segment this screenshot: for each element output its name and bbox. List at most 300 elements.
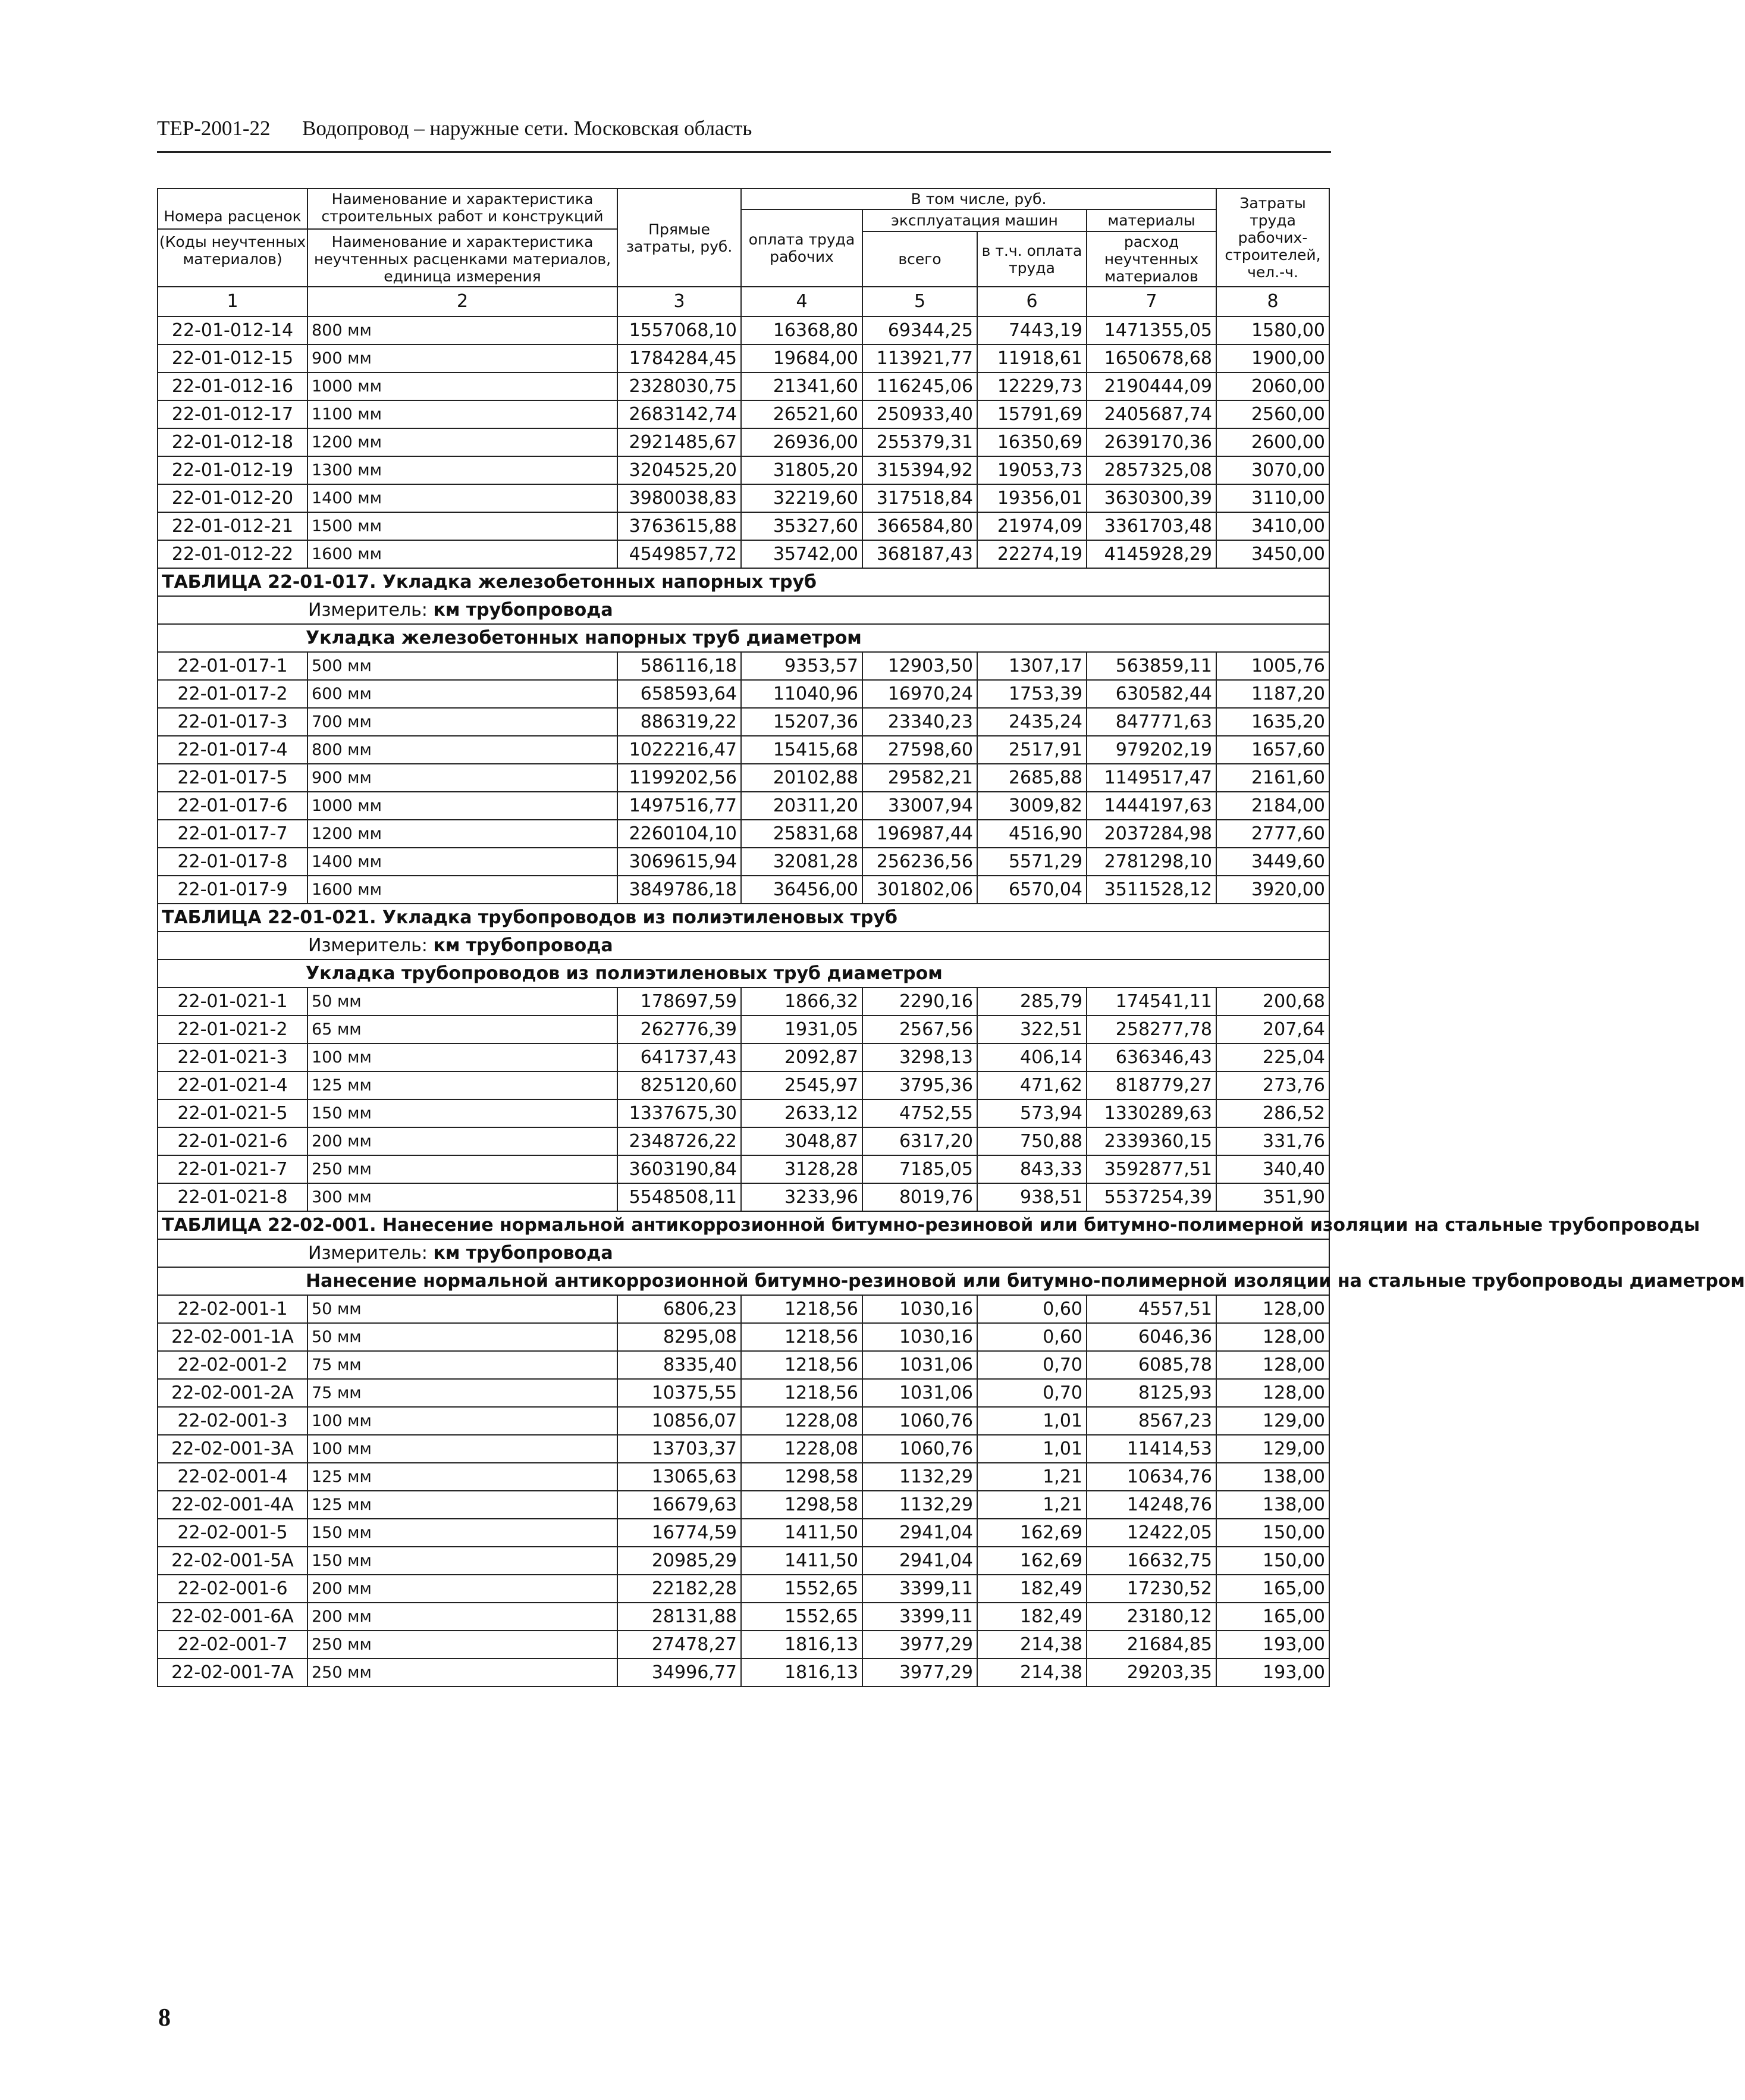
direct-costs-cell: 5548508,11 bbox=[617, 1183, 741, 1211]
machines-total-cell: 8019,76 bbox=[862, 1183, 977, 1211]
table-row bbox=[158, 1379, 1329, 1407]
materials-cell: 636346,43 bbox=[1087, 1043, 1216, 1071]
labor-cell: 193,00 bbox=[1216, 1631, 1329, 1659]
direct-costs-cell: 658593,64 bbox=[617, 680, 741, 708]
direct-costs-cell: 28131,88 bbox=[617, 1603, 741, 1631]
machines-wages-cell: 4516,90 bbox=[977, 820, 1087, 848]
wages-cell: 20311,20 bbox=[741, 792, 862, 820]
labor-cell: 138,00 bbox=[1216, 1491, 1329, 1519]
table-title: ТАБЛИЦА 22-02-001. Нанесение нормальной антикоррозионной битумно-резиновой или битумно-полимерной изоляции на стальные трубопроводы bbox=[158, 1211, 1329, 1239]
machines-total-cell: 1031,06 bbox=[862, 1379, 977, 1407]
wages-cell: 15415,68 bbox=[741, 736, 862, 764]
labor-cell: 3070,00 bbox=[1216, 456, 1329, 484]
direct-costs-cell: 3849786,18 bbox=[617, 876, 741, 904]
machines-wages-cell: 2517,91 bbox=[977, 736, 1087, 764]
page-number: 8 bbox=[158, 2004, 171, 2032]
rate-code-cell: 22-01-012-17 bbox=[158, 400, 307, 428]
direct-costs-cell: 3069615,94 bbox=[617, 848, 741, 876]
materials-cell: 2781298,10 bbox=[1087, 848, 1216, 876]
table-row bbox=[158, 1043, 1329, 1071]
item-name-cell: 600 мм bbox=[307, 680, 617, 708]
wages-cell: 3048,87 bbox=[741, 1127, 862, 1155]
labor-cell: 2161,60 bbox=[1216, 764, 1329, 792]
machines-total-cell: 1030,16 bbox=[862, 1323, 977, 1351]
machines-wages-cell: 162,69 bbox=[977, 1519, 1087, 1547]
table-row bbox=[158, 792, 1329, 820]
wages-cell: 26521,60 bbox=[741, 400, 862, 428]
materials-cell: 6046,36 bbox=[1087, 1323, 1216, 1351]
wages-cell: 11040,96 bbox=[741, 680, 862, 708]
table-row bbox=[158, 1575, 1329, 1603]
machines-total-cell: 250933,40 bbox=[862, 400, 977, 428]
table-subtitle: Укладка трубопроводов из полиэтиленовых труб диаметром bbox=[158, 960, 1329, 988]
direct-costs-cell: 1784284,45 bbox=[617, 344, 741, 372]
direct-costs-cell: 27478,27 bbox=[617, 1631, 741, 1659]
rate-code-cell: 22-01-012-21 bbox=[158, 512, 307, 540]
rate-code-cell: 22-01-012-18 bbox=[158, 428, 307, 456]
machines-total-cell: 3298,13 bbox=[862, 1043, 977, 1071]
table-subtitle: Укладка железобетонных напорных труб диаметром bbox=[158, 624, 1329, 652]
materials-cell: 818779,27 bbox=[1087, 1071, 1216, 1099]
col-machines-total-header: всего bbox=[862, 231, 977, 287]
materials-cell: 8125,93 bbox=[1087, 1379, 1216, 1407]
col-name-header: Наименование и характеристика строительных работ и конструкций Наименование и характеристика неучтенных расценками материалов, единица измерения bbox=[307, 189, 617, 287]
materials-cell: 3511528,12 bbox=[1087, 876, 1216, 904]
machines-total-cell: 27598,60 bbox=[862, 736, 977, 764]
item-name-cell: 150 мм bbox=[307, 1099, 617, 1127]
labor-cell: 150,00 bbox=[1216, 1547, 1329, 1575]
machines-total-cell: 2941,04 bbox=[862, 1519, 977, 1547]
labor-cell: 2060,00 bbox=[1216, 372, 1329, 400]
table-001-heading bbox=[158, 1211, 1745, 1295]
rate-code-cell: 22-02-001-7 bbox=[158, 1631, 307, 1659]
rate-code-cell: 22-02-001-7А bbox=[158, 1659, 307, 1687]
wages-cell: 1218,56 bbox=[741, 1295, 862, 1323]
column-number: 8 bbox=[1216, 287, 1329, 316]
machines-total-cell: 33007,94 bbox=[862, 792, 977, 820]
table-row bbox=[158, 680, 1329, 708]
labor-cell: 128,00 bbox=[1216, 1379, 1329, 1407]
materials-cell: 1149517,47 bbox=[1087, 764, 1216, 792]
col-group-all-header: В том числе, руб. bbox=[741, 189, 1216, 209]
table-row bbox=[158, 1183, 1329, 1211]
direct-costs-cell: 886319,22 bbox=[617, 708, 741, 736]
wages-cell: 31805,20 bbox=[741, 456, 862, 484]
table-row bbox=[158, 820, 1329, 848]
rate-code-cell: 22-02-001-4 bbox=[158, 1463, 307, 1491]
wages-cell: 3128,28 bbox=[741, 1155, 862, 1183]
machines-total-cell: 256236,56 bbox=[862, 848, 977, 876]
rate-code-cell: 22-01-012-19 bbox=[158, 456, 307, 484]
direct-costs-cell: 1199202,56 bbox=[617, 764, 741, 792]
materials-cell: 2037284,98 bbox=[1087, 820, 1216, 848]
direct-costs-cell: 262776,39 bbox=[617, 1015, 741, 1043]
col-group-materials-header: материалы bbox=[1087, 209, 1216, 231]
materials-cell: 2857325,08 bbox=[1087, 456, 1216, 484]
machines-total-cell: 2941,04 bbox=[862, 1547, 977, 1575]
labor-cell: 165,00 bbox=[1216, 1575, 1329, 1603]
wages-cell: 1816,13 bbox=[741, 1659, 862, 1687]
machines-wages-cell: 19053,73 bbox=[977, 456, 1087, 484]
rate-code-cell: 22-02-001-2 bbox=[158, 1351, 307, 1379]
item-name-cell: 65 мм bbox=[307, 1015, 617, 1043]
machines-total-cell: 3977,29 bbox=[862, 1659, 977, 1687]
machines-total-cell: 113921,77 bbox=[862, 344, 977, 372]
col-rate-number-header: Номера расценок (Коды неучтенных материалов) bbox=[158, 189, 307, 287]
machines-total-cell: 317518,84 bbox=[862, 484, 977, 512]
materials-cell: 10634,76 bbox=[1087, 1463, 1216, 1491]
table-row bbox=[158, 1155, 1329, 1183]
direct-costs-cell: 34996,77 bbox=[617, 1659, 741, 1687]
materials-cell: 4145928,29 bbox=[1087, 540, 1216, 568]
rate-code-cell: 22-02-001-5 bbox=[158, 1519, 307, 1547]
wages-cell: 35742,00 bbox=[741, 540, 862, 568]
wages-cell: 26936,00 bbox=[741, 428, 862, 456]
labor-cell: 1635,20 bbox=[1216, 708, 1329, 736]
labor-cell: 2184,00 bbox=[1216, 792, 1329, 820]
document-title: Водопровод – наружные сети. Московская область bbox=[302, 117, 752, 140]
item-name-cell: 75 мм bbox=[307, 1351, 617, 1379]
materials-cell: 4557,51 bbox=[1087, 1295, 1216, 1323]
direct-costs-cell: 1497516,77 bbox=[617, 792, 741, 820]
table-012-body bbox=[158, 316, 1329, 568]
wages-cell: 3233,96 bbox=[741, 1183, 862, 1211]
machines-wages-cell: 285,79 bbox=[977, 988, 1087, 1015]
materials-cell: 1471355,05 bbox=[1087, 316, 1216, 344]
table-row bbox=[158, 652, 1329, 680]
item-name-cell: 800 мм bbox=[307, 736, 617, 764]
direct-costs-cell: 8295,08 bbox=[617, 1323, 741, 1351]
labor-cell: 340,40 bbox=[1216, 1155, 1329, 1183]
table-row bbox=[158, 1295, 1329, 1323]
column-number: 7 bbox=[1087, 287, 1216, 316]
wages-cell: 19684,00 bbox=[741, 344, 862, 372]
direct-costs-cell: 2348726,22 bbox=[617, 1127, 741, 1155]
item-name-cell: 125 мм bbox=[307, 1491, 617, 1519]
wages-cell: 2092,87 bbox=[741, 1043, 862, 1071]
wages-cell: 1552,65 bbox=[741, 1603, 862, 1631]
labor-cell: 207,64 bbox=[1216, 1015, 1329, 1043]
rate-code-cell: 22-01-017-3 bbox=[158, 708, 307, 736]
table-row bbox=[158, 1435, 1329, 1463]
column-number: 6 bbox=[977, 287, 1087, 316]
direct-costs-cell: 10375,55 bbox=[617, 1379, 741, 1407]
labor-cell: 331,76 bbox=[1216, 1127, 1329, 1155]
item-name-cell: 150 мм bbox=[307, 1547, 617, 1575]
item-name-cell: 50 мм bbox=[307, 988, 617, 1015]
wages-cell: 20102,88 bbox=[741, 764, 862, 792]
direct-costs-cell: 13065,63 bbox=[617, 1463, 741, 1491]
item-name-cell: 125 мм bbox=[307, 1463, 617, 1491]
machines-wages-cell: 214,38 bbox=[977, 1631, 1087, 1659]
table-header bbox=[158, 189, 1329, 316]
table-row bbox=[158, 400, 1329, 428]
machines-wages-cell: 750,88 bbox=[977, 1127, 1087, 1155]
labor-cell: 351,90 bbox=[1216, 1183, 1329, 1211]
direct-costs-cell: 20985,29 bbox=[617, 1547, 741, 1575]
machines-total-cell: 3977,29 bbox=[862, 1631, 977, 1659]
table-row bbox=[158, 428, 1329, 456]
item-name-cell: 1000 мм bbox=[307, 792, 617, 820]
machines-total-cell: 12903,50 bbox=[862, 652, 977, 680]
wages-cell: 1218,56 bbox=[741, 1351, 862, 1379]
materials-cell: 8567,23 bbox=[1087, 1407, 1216, 1435]
table-row bbox=[158, 1127, 1329, 1155]
direct-costs-cell: 13703,37 bbox=[617, 1435, 741, 1463]
item-name-cell: 900 мм bbox=[307, 344, 617, 372]
machines-wages-cell: 21974,09 bbox=[977, 512, 1087, 540]
table-row bbox=[158, 1323, 1329, 1351]
materials-cell: 17230,52 bbox=[1087, 1575, 1216, 1603]
machines-wages-cell: 1,01 bbox=[977, 1435, 1087, 1463]
machines-wages-cell: 12229,73 bbox=[977, 372, 1087, 400]
wages-cell: 16368,80 bbox=[741, 316, 862, 344]
machines-wages-cell: 573,94 bbox=[977, 1099, 1087, 1127]
rate-code-cell: 22-01-021-5 bbox=[158, 1099, 307, 1127]
machines-wages-cell: 6570,04 bbox=[977, 876, 1087, 904]
machines-total-cell: 7185,05 bbox=[862, 1155, 977, 1183]
rate-code-cell: 22-02-001-4А bbox=[158, 1491, 307, 1519]
item-name-cell: 100 мм bbox=[307, 1043, 617, 1071]
table-row bbox=[158, 736, 1329, 764]
wages-cell: 35327,60 bbox=[741, 512, 862, 540]
machines-wages-cell: 19356,01 bbox=[977, 484, 1087, 512]
labor-cell: 2600,00 bbox=[1216, 428, 1329, 456]
machines-total-cell: 23340,23 bbox=[862, 708, 977, 736]
materials-cell: 3592877,51 bbox=[1087, 1155, 1216, 1183]
rate-code-cell: 22-02-001-5А bbox=[158, 1547, 307, 1575]
wages-cell: 1218,56 bbox=[741, 1323, 862, 1351]
table-row bbox=[158, 1659, 1329, 1687]
machines-wages-cell: 5571,29 bbox=[977, 848, 1087, 876]
labor-cell: 3410,00 bbox=[1216, 512, 1329, 540]
table-row bbox=[158, 1547, 1329, 1575]
table-row bbox=[158, 708, 1329, 736]
machines-total-cell: 16970,24 bbox=[862, 680, 977, 708]
item-name-cell: 300 мм bbox=[307, 1183, 617, 1211]
table-row bbox=[158, 1071, 1329, 1099]
wages-cell: 2545,97 bbox=[741, 1071, 862, 1099]
table-row bbox=[158, 1519, 1329, 1547]
rate-code-cell: 22-01-017-4 bbox=[158, 736, 307, 764]
wages-cell: 32219,60 bbox=[741, 484, 862, 512]
labor-cell: 1580,00 bbox=[1216, 316, 1329, 344]
machines-total-cell: 1031,06 bbox=[862, 1351, 977, 1379]
table-017-heading bbox=[158, 568, 1329, 652]
item-name-cell: 125 мм bbox=[307, 1071, 617, 1099]
table-row bbox=[158, 1631, 1329, 1659]
machines-wages-cell: 938,51 bbox=[977, 1183, 1087, 1211]
table-row bbox=[158, 1015, 1329, 1043]
machines-total-cell: 3399,11 bbox=[862, 1603, 977, 1631]
table-row bbox=[158, 372, 1329, 400]
materials-cell: 21684,85 bbox=[1087, 1631, 1216, 1659]
labor-cell: 138,00 bbox=[1216, 1463, 1329, 1491]
item-name-cell: 1600 мм bbox=[307, 876, 617, 904]
machines-total-cell: 366584,80 bbox=[862, 512, 977, 540]
table-001-body bbox=[158, 1295, 1329, 1687]
machines-wages-cell: 0,60 bbox=[977, 1323, 1087, 1351]
table-row bbox=[158, 344, 1329, 372]
materials-cell: 2405687,74 bbox=[1087, 400, 1216, 428]
page-header bbox=[157, 117, 1331, 140]
col-labor-header: Затраты труда рабочих-строителей, чел.-ч. bbox=[1216, 189, 1329, 287]
labor-cell: 200,68 bbox=[1216, 988, 1329, 1015]
labor-cell: 150,00 bbox=[1216, 1519, 1329, 1547]
direct-costs-cell: 1337675,30 bbox=[617, 1099, 741, 1127]
machines-wages-cell: 11918,61 bbox=[977, 344, 1087, 372]
materials-cell: 3630300,39 bbox=[1087, 484, 1216, 512]
rate-code-cell: 22-02-001-1 bbox=[158, 1295, 307, 1323]
wages-cell: 1552,65 bbox=[741, 1575, 862, 1603]
machines-wages-cell: 2435,24 bbox=[977, 708, 1087, 736]
labor-cell: 286,52 bbox=[1216, 1099, 1329, 1127]
item-name-cell: 1200 мм bbox=[307, 428, 617, 456]
labor-cell: 225,04 bbox=[1216, 1043, 1329, 1071]
table-row bbox=[158, 316, 1329, 344]
rate-code-cell: 22-02-001-1А bbox=[158, 1323, 307, 1351]
direct-costs-cell: 2683142,74 bbox=[617, 400, 741, 428]
item-name-cell: 1100 мм bbox=[307, 400, 617, 428]
item-name-cell: 1600 мм bbox=[307, 540, 617, 568]
materials-cell: 2639170,36 bbox=[1087, 428, 1216, 456]
direct-costs-cell: 16774,59 bbox=[617, 1519, 741, 1547]
item-name-cell: 1200 мм bbox=[307, 820, 617, 848]
rate-code-cell: 22-02-001-6 bbox=[158, 1575, 307, 1603]
wages-cell: 1411,50 bbox=[741, 1547, 862, 1575]
item-name-cell: 900 мм bbox=[307, 764, 617, 792]
table-021-body bbox=[158, 988, 1329, 1211]
table-row bbox=[158, 988, 1329, 1015]
direct-costs-cell: 178697,59 bbox=[617, 988, 741, 1015]
machines-wages-cell: 2685,88 bbox=[977, 764, 1087, 792]
machines-total-cell: 301802,06 bbox=[862, 876, 977, 904]
labor-cell: 1187,20 bbox=[1216, 680, 1329, 708]
table-row bbox=[158, 1099, 1329, 1127]
item-name-cell: 800 мм bbox=[307, 316, 617, 344]
rate-code-cell: 22-01-017-2 bbox=[158, 680, 307, 708]
machines-total-cell: 4752,55 bbox=[862, 1099, 977, 1127]
rate-code-cell: 22-01-017-7 bbox=[158, 820, 307, 848]
item-name-cell: 50 мм bbox=[307, 1295, 617, 1323]
table-row bbox=[158, 848, 1329, 876]
machines-wages-cell: 7443,19 bbox=[977, 316, 1087, 344]
document-code: ТЕР-2001-22 bbox=[157, 117, 271, 140]
rate-code-cell: 22-01-021-4 bbox=[158, 1071, 307, 1099]
wages-cell: 1298,58 bbox=[741, 1491, 862, 1519]
labor-cell: 129,00 bbox=[1216, 1435, 1329, 1463]
item-name-cell: 200 мм bbox=[307, 1127, 617, 1155]
table-subtitle: Нанесение нормальной антикоррозионной битумно-резиновой или битумно-полимерной изоляции на стальные трубопроводы диаметром bbox=[158, 1267, 1329, 1295]
labor-cell: 128,00 bbox=[1216, 1323, 1329, 1351]
rate-code-cell: 22-01-021-7 bbox=[158, 1155, 307, 1183]
column-number: 3 bbox=[617, 287, 741, 316]
wages-cell: 25831,68 bbox=[741, 820, 862, 848]
materials-cell: 11414,53 bbox=[1087, 1435, 1216, 1463]
materials-cell: 2339360,15 bbox=[1087, 1127, 1216, 1155]
machines-wages-cell: 1307,17 bbox=[977, 652, 1087, 680]
item-name-cell: 1400 мм bbox=[307, 484, 617, 512]
machines-wages-cell: 15791,69 bbox=[977, 400, 1087, 428]
labor-cell: 2777,60 bbox=[1216, 820, 1329, 848]
machines-wages-cell: 162,69 bbox=[977, 1547, 1087, 1575]
item-name-cell: 1000 мм bbox=[307, 372, 617, 400]
direct-costs-cell: 8335,40 bbox=[617, 1351, 741, 1379]
machines-total-cell: 368187,43 bbox=[862, 540, 977, 568]
labor-cell: 3449,60 bbox=[1216, 848, 1329, 876]
machines-wages-cell: 1753,39 bbox=[977, 680, 1087, 708]
wages-cell: 1218,56 bbox=[741, 1379, 862, 1407]
labor-cell: 273,76 bbox=[1216, 1071, 1329, 1099]
direct-costs-cell: 3204525,20 bbox=[617, 456, 741, 484]
rate-code-cell: 22-01-012-20 bbox=[158, 484, 307, 512]
col-wages-header: оплата труда рабочих bbox=[741, 209, 862, 287]
direct-costs-cell: 641737,43 bbox=[617, 1043, 741, 1071]
machines-wages-cell: 182,49 bbox=[977, 1603, 1087, 1631]
machines-wages-cell: 322,51 bbox=[977, 1015, 1087, 1043]
materials-cell: 14248,76 bbox=[1087, 1491, 1216, 1519]
direct-costs-cell: 1022216,47 bbox=[617, 736, 741, 764]
materials-cell: 6085,78 bbox=[1087, 1351, 1216, 1379]
column-number: 5 bbox=[862, 287, 977, 316]
rate-code-cell: 22-02-001-2А bbox=[158, 1379, 307, 1407]
rate-code-cell: 22-01-017-8 bbox=[158, 848, 307, 876]
table-measure: Измеритель: км трубопровода bbox=[158, 932, 1329, 960]
machines-wages-cell: 843,33 bbox=[977, 1155, 1087, 1183]
machines-total-cell: 2290,16 bbox=[862, 988, 977, 1015]
item-name-cell: 75 мм bbox=[307, 1379, 617, 1407]
machines-total-cell: 3399,11 bbox=[862, 1575, 977, 1603]
direct-costs-cell: 6806,23 bbox=[617, 1295, 741, 1323]
table-row bbox=[158, 1491, 1329, 1519]
machines-total-cell: 1132,29 bbox=[862, 1491, 977, 1519]
labor-cell: 1005,76 bbox=[1216, 652, 1329, 680]
rate-code-cell: 22-01-017-9 bbox=[158, 876, 307, 904]
table-title: ТАБЛИЦА 22-01-017. Укладка железобетонных напорных труб bbox=[158, 568, 1329, 596]
direct-costs-cell: 2328030,75 bbox=[617, 372, 741, 400]
item-name-cell: 500 мм bbox=[307, 652, 617, 680]
table-row bbox=[158, 876, 1329, 904]
wages-cell: 15207,36 bbox=[741, 708, 862, 736]
table-row bbox=[158, 1463, 1329, 1491]
materials-cell: 258277,78 bbox=[1087, 1015, 1216, 1043]
item-name-cell: 700 мм bbox=[307, 708, 617, 736]
direct-costs-cell: 4549857,72 bbox=[617, 540, 741, 568]
table-017-body bbox=[158, 652, 1329, 904]
table-row bbox=[158, 764, 1329, 792]
labor-cell: 3110,00 bbox=[1216, 484, 1329, 512]
column-number: 2 bbox=[307, 287, 617, 316]
materials-cell: 174541,11 bbox=[1087, 988, 1216, 1015]
item-name-cell: 1300 мм bbox=[307, 456, 617, 484]
rate-code-cell: 22-01-017-5 bbox=[158, 764, 307, 792]
machines-wages-cell: 1,21 bbox=[977, 1491, 1087, 1519]
materials-cell: 12422,05 bbox=[1087, 1519, 1216, 1547]
materials-cell: 23180,12 bbox=[1087, 1603, 1216, 1631]
item-name-cell: 50 мм bbox=[307, 1323, 617, 1351]
rate-code-cell: 22-02-001-3 bbox=[158, 1407, 307, 1435]
labor-cell: 3450,00 bbox=[1216, 540, 1329, 568]
table-row bbox=[158, 484, 1329, 512]
machines-wages-cell: 0,70 bbox=[977, 1351, 1087, 1379]
rate-code-cell: 22-01-012-16 bbox=[158, 372, 307, 400]
table-measure: Измеритель: км трубопровода bbox=[158, 596, 1329, 624]
item-name-cell: 250 мм bbox=[307, 1631, 617, 1659]
table-row bbox=[158, 1603, 1329, 1631]
direct-costs-cell: 3763615,88 bbox=[617, 512, 741, 540]
machines-total-cell: 255379,31 bbox=[862, 428, 977, 456]
item-name-cell: 250 мм bbox=[307, 1659, 617, 1687]
